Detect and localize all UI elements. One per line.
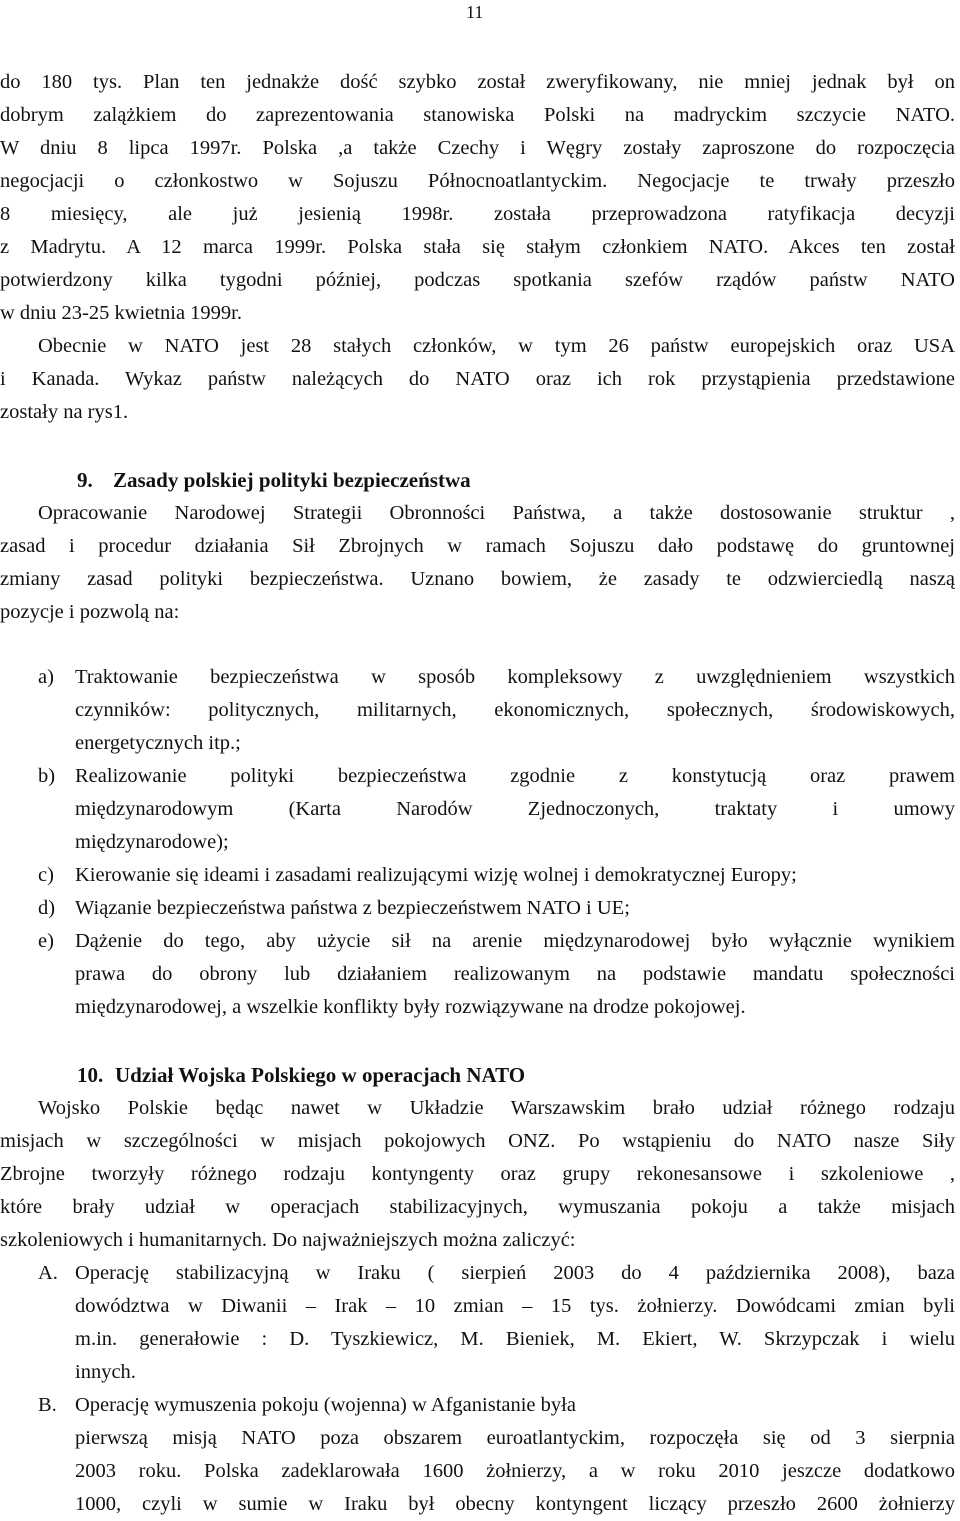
text-line: międzynarodowym (Karta Narodów Zjednoczonych, traktaty i umowy (75, 798, 955, 820)
text-line: i Kanada. Wykaz państw należących do NATO oraz ich rok przystąpienia przedstawione (0, 368, 955, 390)
text-line: zasad i procedur działania Sił Zbrojnych w ramach Sojuszu dało podstawę do gruntownej (0, 535, 955, 557)
page-number: 11 (466, 2, 484, 22)
section-title: Udział Wojska Polskiego w operacjach NATO (115, 1063, 526, 1087)
text-line: zmiany zasad polityki bezpieczeństwa. Uznano bowiem, że zasady te odzwierciedlą naszą (0, 568, 955, 590)
text-line: prawa do obrony lub działaniem realizowanym na podstawie mandatu społeczności (75, 963, 955, 985)
text-line: Traktowanie bezpieczeństwa w sposób kompleksowy z uwzględnieniem wszystkich (75, 666, 955, 688)
list-label: B. (38, 1394, 57, 1416)
list-label: e) (38, 930, 54, 952)
text-line: energetycznych itp.; (75, 732, 241, 754)
text-line: Realizowanie polityki bezpieczeństwa zgodnie z konstytucją oraz prawem (75, 765, 955, 787)
text-line: z Madrytu. A 12 marca 1999r. Polska stała się stałym członkiem NATO. Akces ten został (0, 236, 955, 258)
list-label: d) (38, 897, 56, 919)
text-line: potwierdzony kilka tygodni później, podczas spotkania szefów rządów państw NATO (0, 269, 955, 291)
text-line: Dążenie do tego, aby użycie sił na arenie międzynarodowej było wyłącznie wynikiem (75, 930, 955, 952)
section-title: Zasady polskiej polityki bezpieczeństwa (113, 468, 471, 492)
text-line: Kierowanie się ideami i zasadami realizującymi wizję wolnej i demokratycznej Europy; (75, 864, 797, 886)
text-line: dowództwa w Diwanii – Irak – 10 zmian – 15 tys. żołnierzy. Dowódcami zmian byli (75, 1295, 955, 1317)
text-line: Operację wymuszenia pokoju (wojenna) w Afganistanie była (75, 1394, 576, 1416)
text-line: szkoleniowych i humanitarnych. Do najważniejszych można zaliczyć: (0, 1229, 576, 1251)
text-line: Wojsko Polskie będąc nawet w Układzie Warszawskim brało udział różnego rodzaju (38, 1097, 955, 1119)
text-line: zostały na rys1. (0, 401, 129, 423)
text-line: w dniu 23-25 kwietnia 1999r. (0, 302, 242, 324)
list-label: c) (38, 864, 54, 886)
section-number: 9. (77, 468, 93, 492)
list-label: b) (38, 765, 56, 787)
text-line: które brały udział w operacjach stabilizacyjnych, wymuszania pokoju a także misjach (0, 1196, 955, 1218)
text-line: czynników: politycznych, militarnych, ekonomicznych, społecznych, środowiskowych, (75, 699, 955, 721)
section9-paragraph (0, 497, 955, 629)
section-heading-10 (77, 1059, 525, 1092)
section-number: 10. (77, 1063, 104, 1087)
text-line: W dniu 8 lipca 1997r. Polska ,a także Czechy i Węgry zostały zaproszone do rozpoczęcia (0, 137, 955, 159)
section10-paragraph (0, 1092, 955, 1257)
text-line: Wiązanie bezpieczeństwa państwa z bezpieczeństwem NATO i UE; (75, 897, 630, 919)
text-line: negocjacji o członkostwo w Sojuszu Północnoatlantyckim. Negocjacje te trwały przeszło (0, 170, 955, 192)
text-line: międzynarodowe); (75, 831, 229, 853)
intro-paragraph (0, 66, 955, 429)
text-line: 1000, czyli w sumie w Iraku był obecny kontyngent liczący przeszło 2600 żołnierzy (75, 1493, 955, 1515)
text-line: pozycje i pozwolą na: (0, 601, 180, 623)
list-label: A. (38, 1262, 58, 1284)
text-line: misjach w szczególności w misjach pokojowych ONZ. Po wstąpieniu do NATO nasze Siły (0, 1130, 955, 1152)
text-line: 8 miesięcy, ale już jesienią 1998r. została przeprowadzona ratyfikacja decyzji (0, 203, 955, 225)
text-line: międzynarodowej, a wszelkie konflikty były rozwiązywane na drodze pokojowej. (75, 996, 746, 1018)
text-line: 2003 roku. Polska zadeklarowała 1600 żołnierzy, a w roku 2010 jeszcze dodatkowo (75, 1460, 955, 1482)
section-heading-9 (77, 464, 471, 497)
text-line: Zbrojne tworzyły różnego rodzaju kontyngenty oraz grupy rekonesansowe i szkoleniowe , (0, 1163, 955, 1185)
text-line: innych. (75, 1361, 136, 1383)
text-line: do 180 tys. Plan ten jednakże dość szybko został zweryfikowany, nie mniej jednak był on (0, 71, 955, 93)
text-line: dobrym zalążkiem do zaprezentowania stanowiska Polski na madryckim szczycie NATO. (0, 104, 955, 126)
list-label: a) (38, 666, 54, 688)
text-line: Obecnie w NATO jest 28 stałych członków, w tym 26 państw europejskich oraz USA (38, 335, 955, 357)
text-line: m.in. generałowie : D. Tyszkiewicz, M. Bieniek, M. Ekiert, W. Skrzypczak i wielu (75, 1328, 955, 1350)
text-line: pierwszą misją NATO poza obszarem euroatlantyckim, rozpoczęła się od 3 sierpnia (75, 1427, 955, 1449)
text-line: Operację stabilizacyjną w Iraku ( sierpień 2003 do 4 października 2008), baza (75, 1262, 955, 1284)
text-line: Opracowanie Narodowej Strategii Obronności Państwa, a także dostosowanie struktur , (38, 502, 955, 524)
